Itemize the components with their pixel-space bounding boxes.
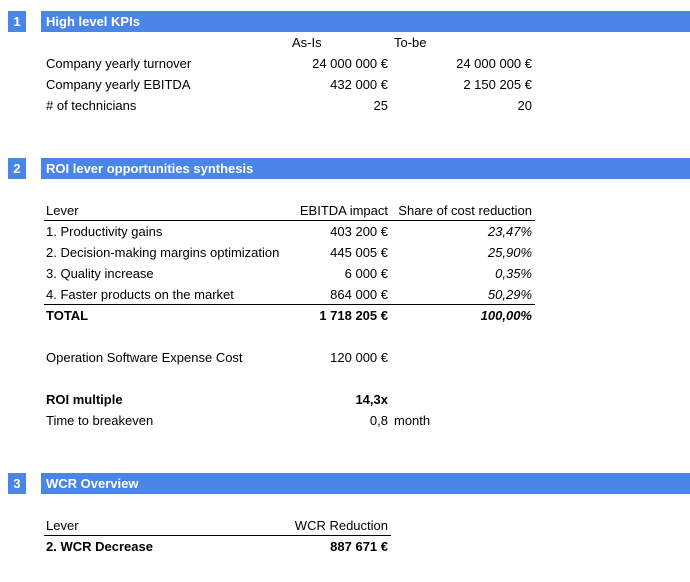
breakeven-unit: month <box>394 413 431 428</box>
ebitda-impact-col-header: EBITDA impact <box>299 203 388 218</box>
total-divider <box>44 304 535 305</box>
lever-label-productivity: 1. Productivity gains <box>46 224 163 239</box>
expense-value: 120 000 € <box>330 350 388 365</box>
share-col-header: Share of cost reduction <box>398 203 532 218</box>
total-share: 100,00% <box>480 308 532 323</box>
kpi-label-turnover: Company yearly turnover <box>46 56 192 71</box>
section-3-number: 3 <box>8 473 26 494</box>
lever-impact-quality: 6 000 € <box>344 266 388 281</box>
kpi-tobe-ebitda: 2 150 205 € <box>463 77 532 92</box>
kpi-tobe-turnover: 24 000 000 € <box>456 56 532 71</box>
kpi-label-technicians: # of technicians <box>46 98 137 113</box>
wcr-lever-col-header: Lever <box>46 518 79 533</box>
lever-share-faster: 50,29% <box>487 287 532 302</box>
lever-label-faster: 4. Faster products on the market <box>46 287 234 302</box>
kpi-asis-turnover: 24 000 000 € <box>312 56 388 71</box>
kpi-asis-ebitda: 432 000 € <box>330 77 388 92</box>
lever-impact-decision: 445 005 € <box>330 245 388 260</box>
header-divider <box>44 220 535 221</box>
wcr-header-divider <box>44 535 391 536</box>
wcr-reduction-col-header: WCR Reduction <box>294 518 388 533</box>
kpi-asis-technicians: 25 <box>373 98 388 113</box>
section-2-number: 2 <box>8 158 26 179</box>
total-impact: 1 718 205 € <box>319 308 388 323</box>
section-1-header: High level KPIs <box>41 11 690 32</box>
lever-impact-productivity: 403 200 € <box>330 224 388 239</box>
wcr-decrease-label: 2. WCR Decrease <box>46 539 153 554</box>
roi-value: 14,3x <box>355 392 388 407</box>
lever-share-quality: 0,35% <box>495 266 532 281</box>
col-tobe-header: To-be <box>394 35 427 50</box>
wcr-decrease-value: 887 671 € <box>330 539 388 554</box>
lever-col-header: Lever <box>46 203 79 218</box>
lever-label-decision: 2. Decision-making margins optimization <box>46 245 280 260</box>
col-asis-header: As-Is <box>292 35 322 50</box>
lever-impact-faster: 864 000 € <box>330 287 388 302</box>
kpi-label-ebitda: Company yearly EBITDA <box>46 77 191 92</box>
lever-share-decision: 25,90% <box>487 245 532 260</box>
kpi-tobe-technicians: 20 <box>517 98 532 113</box>
expense-label: Operation Software Expense Cost <box>46 350 243 365</box>
lever-share-productivity: 23,47% <box>487 224 532 239</box>
section-2-header: ROI lever opportunities synthesis <box>41 158 690 179</box>
section-3-header: WCR Overview <box>41 473 690 494</box>
total-label: TOTAL <box>46 308 89 323</box>
roi-label: ROI multiple <box>46 392 123 407</box>
section-1-number: 1 <box>8 11 26 32</box>
lever-label-quality: 3. Quality increase <box>46 266 154 281</box>
breakeven-label: Time to breakeven <box>46 413 154 428</box>
breakeven-value: 0,8 <box>369 413 388 428</box>
